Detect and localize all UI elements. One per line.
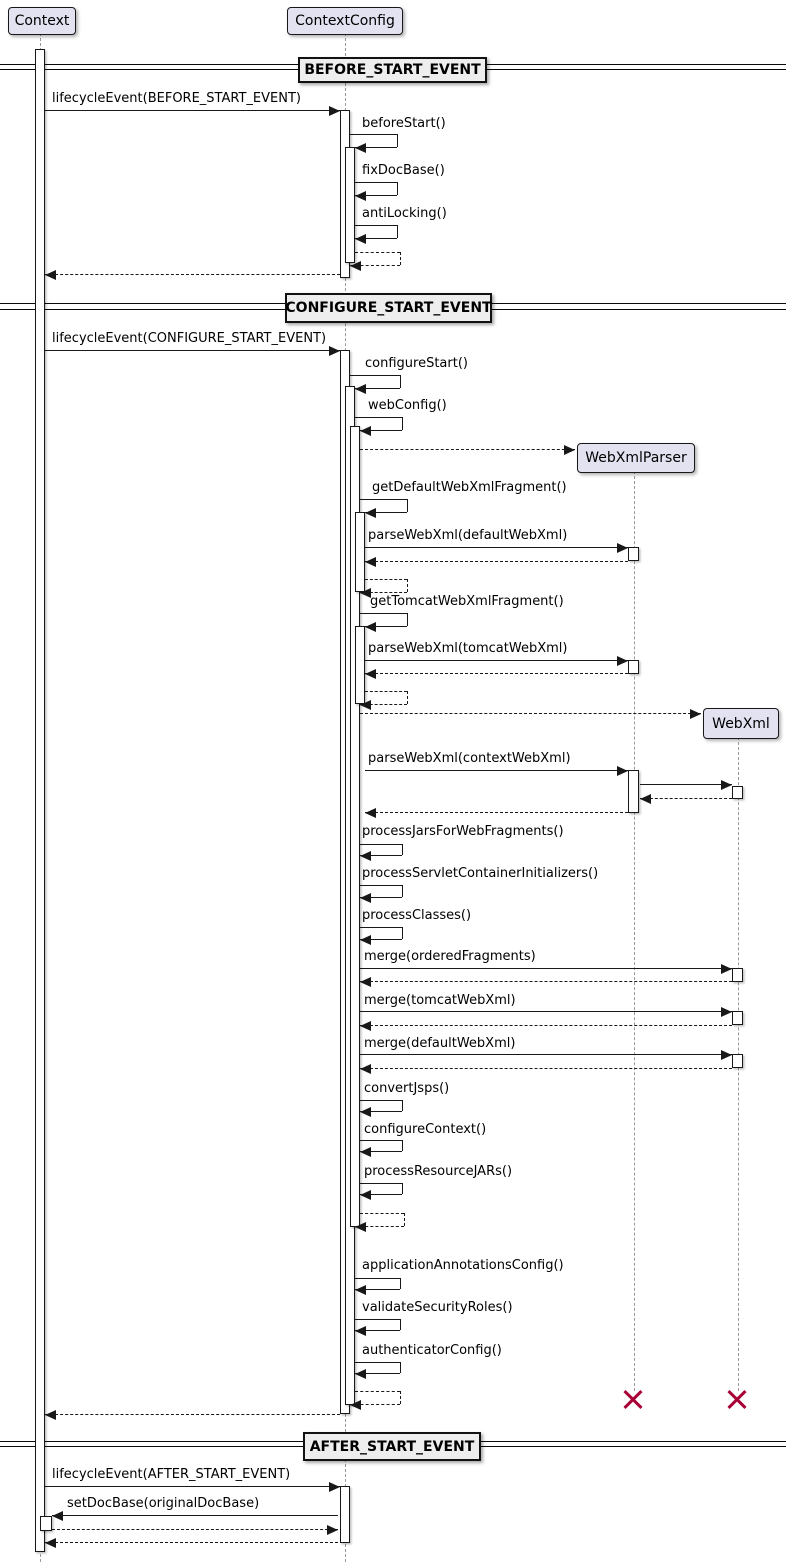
message-label: parseWebXml(tomcatWebXml) [368, 641, 568, 656]
message-line [402, 417, 403, 430]
activation-bar [40, 1516, 52, 1531]
divider-label: CONFIGURE_START_EVENT [285, 300, 492, 316]
message-label: parseWebXml(contextWebXml) [368, 751, 571, 766]
message-label: lifecycleEvent(BEFORE_START_EVENT) [52, 91, 301, 106]
message-line [360, 927, 402, 928]
arrowhead-icon [45, 270, 56, 280]
message-line [52, 1515, 338, 1516]
message-line [360, 885, 402, 886]
arrowhead-icon [327, 1525, 338, 1535]
message-label: validateSecurityRoles() [362, 1300, 513, 1315]
message-line [45, 1414, 340, 1415]
message-line [45, 1486, 340, 1487]
message-label: merge(defaultWebXml) [364, 1036, 516, 1051]
message-line [400, 252, 401, 265]
message-label: processServletContainerInitializers() [362, 866, 599, 881]
arrowhead-icon [690, 709, 701, 719]
message-line [355, 252, 400, 253]
message-line [355, 1391, 400, 1392]
message-line [360, 1054, 732, 1055]
arrowhead-icon [360, 977, 371, 987]
message-label: merge(orderedFragments) [364, 949, 536, 964]
arrowhead-icon [721, 1007, 732, 1017]
message-label: lifecycleEvent(AFTER_START_EVENT) [52, 1467, 291, 1482]
message-line [365, 770, 628, 771]
arrowhead-icon [617, 766, 628, 776]
message-line [355, 225, 397, 226]
arrowhead-icon [360, 700, 371, 710]
arrowhead-icon [355, 384, 366, 394]
message-line [350, 134, 397, 135]
message-line [360, 844, 402, 845]
message-line [365, 691, 407, 692]
message-line [360, 981, 732, 982]
message-label: lifecycleEvent(CONFIGURE_START_EVENT) [52, 331, 327, 346]
message-line [397, 225, 398, 238]
arrowhead-icon [360, 851, 371, 861]
message-label: processResourceJARs() [364, 1164, 513, 1179]
message-line [400, 1391, 401, 1404]
message-label: applicationAnnotationsConfig() [362, 1258, 564, 1273]
participant-contextconfig [287, 7, 403, 35]
lifeline [634, 471, 635, 1391]
arrowhead-icon [360, 1190, 371, 1200]
arrowhead-icon [360, 1107, 371, 1117]
activation-bar [345, 147, 355, 263]
message-label: parseWebXml(defaultWebXml) [368, 528, 568, 543]
message-line [407, 579, 408, 592]
message-label: processJarsForWebFragments() [362, 824, 564, 839]
message-line [365, 579, 407, 580]
message-line [365, 561, 628, 562]
activation-bar [732, 1011, 743, 1025]
message-line [365, 673, 628, 674]
activation-bar [355, 512, 365, 592]
message-line [400, 1362, 401, 1373]
message-label: fixDocBase() [362, 163, 445, 178]
arrowhead-icon [360, 935, 371, 945]
arrowhead-icon [355, 143, 366, 153]
arrowhead-icon [355, 234, 366, 244]
arrowhead-icon [365, 808, 376, 818]
arrowhead-icon [360, 1147, 371, 1157]
message-line [360, 1025, 732, 1026]
message-line [355, 417, 402, 418]
arrowhead-icon [365, 622, 376, 632]
arrowhead-icon [355, 1326, 366, 1336]
message-line [400, 375, 401, 388]
message-label: configureStart() [365, 356, 468, 371]
message-line [360, 1011, 732, 1012]
arrowhead-icon [355, 1222, 366, 1232]
message-line [360, 713, 701, 714]
message-line [355, 1362, 400, 1363]
message-line [402, 1140, 403, 1151]
participant-label: WebXmlParser [585, 450, 687, 466]
arrowhead-icon [329, 346, 340, 356]
participant-context [8, 7, 76, 35]
arrowhead-icon [564, 445, 575, 455]
arrowhead-icon [45, 1538, 56, 1548]
participant-label: Context [14, 13, 70, 29]
message-label: getTomcatWebXmlFragment() [370, 594, 564, 609]
message-line [355, 1319, 400, 1320]
message-label: antiLocking() [362, 206, 447, 221]
activation-bar [628, 660, 639, 674]
arrowhead-icon [721, 1050, 732, 1060]
arrowhead-icon [721, 780, 732, 790]
message-line [397, 182, 398, 195]
arrowhead-icon [617, 656, 628, 666]
arrowhead-icon [52, 1511, 63, 1521]
arrowhead-icon [350, 1400, 361, 1410]
message-label: processClasses() [362, 908, 472, 923]
activation-bar [732, 786, 743, 799]
activation-bar [340, 1486, 350, 1543]
divider-before-start-event [298, 57, 487, 83]
message-line [397, 134, 398, 147]
divider-label: AFTER_START_EVENT [309, 1438, 475, 1455]
message-label: configureContext() [364, 1122, 487, 1137]
arrowhead-icon [355, 1369, 366, 1379]
activation-bar [732, 1054, 743, 1068]
activation-bar [628, 770, 639, 813]
activation-bar [732, 968, 743, 982]
message-line [45, 110, 340, 111]
message-line [45, 274, 340, 275]
message-line [402, 1183, 403, 1194]
message-line [360, 1213, 404, 1214]
message-line [360, 1068, 732, 1069]
message-line [350, 375, 400, 376]
arrowhead-icon [360, 426, 371, 436]
message-line [402, 927, 403, 939]
arrowhead-icon [365, 669, 376, 679]
message-line [402, 885, 403, 897]
arrowhead-icon [350, 261, 361, 271]
activation-bar [35, 49, 45, 1552]
participant-label: ContextConfig [295, 13, 395, 29]
message-line [402, 1100, 403, 1111]
arrowhead-icon [721, 964, 732, 974]
message-label: webConfig() [368, 398, 447, 413]
arrowhead-icon [617, 543, 628, 553]
arrowhead-icon [360, 893, 371, 903]
arrowhead-icon [355, 1285, 366, 1295]
activation-bar [628, 547, 639, 561]
message-line [52, 1529, 338, 1530]
message-label: authenticatorConfig() [362, 1343, 502, 1358]
message-line [360, 1100, 402, 1101]
message-line [355, 1278, 400, 1279]
arrowhead-icon [329, 106, 340, 116]
message-line [360, 449, 575, 450]
message-line [402, 844, 403, 855]
participant-webxmlparser [577, 443, 695, 473]
participant-webxml [703, 708, 779, 739]
divider-label: BEFORE_START_EVENT [304, 62, 481, 78]
message-line [45, 350, 340, 351]
message-line [365, 547, 628, 548]
arrowhead-icon [360, 1064, 371, 1074]
arrowhead-icon [329, 1482, 340, 1492]
message-line [407, 691, 408, 704]
message-label: beforeStart() [362, 116, 446, 131]
message-label: getDefaultWebXmlFragment() [372, 480, 567, 495]
message-label: convertJsps() [364, 1081, 450, 1096]
message-line [400, 1319, 401, 1330]
message-line [360, 613, 407, 614]
arrowhead-icon [45, 1410, 56, 1420]
message-line [407, 613, 408, 626]
message-line [365, 660, 628, 661]
message-line [640, 784, 732, 785]
message-line [360, 1183, 402, 1184]
message-line [640, 798, 732, 799]
divider-after-start-event [303, 1432, 481, 1461]
arrowhead-icon [365, 508, 376, 518]
arrowhead-icon [355, 191, 366, 201]
message-line [407, 499, 408, 512]
participant-label: WebXml [712, 715, 770, 732]
message-line [360, 1140, 402, 1141]
message-line [360, 499, 407, 500]
arrowhead-icon [360, 1021, 371, 1031]
activation-bar [355, 626, 365, 704]
arrowhead-icon [640, 794, 651, 804]
message-line [355, 182, 397, 183]
message-line [400, 1278, 401, 1289]
message-label: merge(tomcatWebXml) [364, 993, 516, 1008]
arrowhead-icon [365, 557, 376, 567]
message-line [404, 1213, 405, 1226]
message-line [365, 812, 628, 813]
message-label: setDocBase(originalDocBase) [67, 1496, 260, 1511]
divider-configure-start-event [285, 293, 492, 323]
message-line [360, 968, 732, 969]
message-line [45, 1542, 338, 1543]
